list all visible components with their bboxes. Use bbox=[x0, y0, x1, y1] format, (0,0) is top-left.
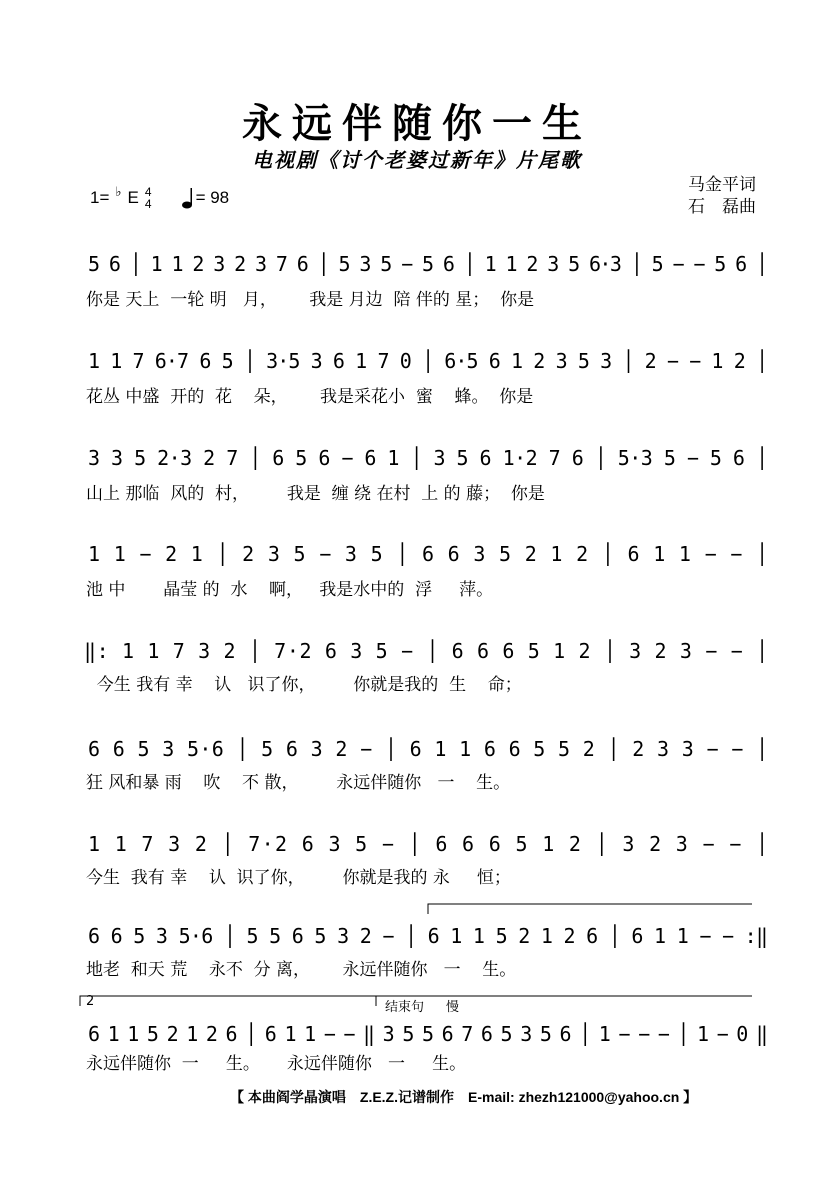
key-flat: ♭ bbox=[115, 184, 122, 199]
music-line-1 bbox=[0, 243, 834, 343]
notes-line-7 bbox=[0, 823, 834, 863]
song-subtitle: 电视剧《讨个老婆过新年》片尾歌 bbox=[252, 148, 582, 172]
notes-text: 6 6 5 3 5·6 │ 5 6 3 2 − │ 6 1 1 6 6 5 5 2 │ 2 3 3 − − │ bbox=[88, 737, 768, 761]
notes-text: ‖: 1 1 7 3 2 │ 7·2 6 3 5 − │ 6 6 6 5 1 2 │ 3 2 3 − − │ bbox=[84, 639, 768, 663]
notes-text: 3 3 5 2·3 2 7 │ 6 5 6 − 6 1 │ 3 5 6 1·2 7 6 │ 5·3 5 − 5 6 │ bbox=[88, 446, 768, 470]
notes-line-3 bbox=[0, 437, 834, 477]
composer-credit: 石 磊曲 bbox=[688, 197, 756, 217]
song-title: 永远伴随你一生 bbox=[242, 100, 592, 147]
lyric-line-4: 池 中 晶莹 的 水 啊， 我是水中的 浮 萍。 bbox=[86, 580, 494, 600]
notes-text: 1 1 − 2 1 │ 2 3 5 − 3 5 │ 6 6 3 5 2 1 2 │ 6 1 1 − − │ bbox=[88, 542, 768, 566]
credits bbox=[688, 174, 756, 218]
lyric-line-3: 山上 那临 风的 村， 我是 缠 绕 在村 上 的 藤； 你是 bbox=[86, 484, 545, 504]
notes-line-8 bbox=[0, 915, 834, 955]
lyric-line-8: 地老 和天 荒 永不 分 离， 永远伴随你 一 生。 bbox=[86, 960, 517, 980]
lyricist-credit: 马金平词 bbox=[688, 175, 756, 195]
notes-text: 1 1 7 6·7 6 5 │ 3·5 3 6 1 7 0 │ 6·5 6 1 2 3 5 3 │ 2 − − 1 2 │ bbox=[88, 349, 768, 373]
music-line-3 bbox=[0, 437, 834, 537]
notes-line-9 bbox=[0, 1013, 834, 1053]
key-signature bbox=[90, 186, 229, 210]
lyric-line-6: 狂 风和暴 雨 吹 不 散， 永远伴随你 一 生。 bbox=[86, 773, 511, 793]
time-top: 4 bbox=[144, 185, 152, 199]
key-note: E bbox=[127, 188, 139, 207]
time-bottom: 4 bbox=[144, 197, 152, 211]
lyric-line-9: 永远伴随你 一 生。 永远伴随你 一 生。 bbox=[86, 1054, 467, 1074]
notes-line-2 bbox=[0, 340, 834, 380]
key-prefix: 1= bbox=[90, 188, 110, 207]
lyric-line-7: 今生 我有 幸 认 识了你， 你就是我的 永 恒； bbox=[86, 868, 511, 888]
music-line-2 bbox=[0, 340, 834, 440]
notes-text: 6 1 1 5 2 1 2 6 │ 6 1 1 − − ‖ 3 5 5 6 7 6 5 3 5 6 │ 1 − − − │ 1 − 0 ‖ bbox=[88, 1022, 768, 1046]
tempo-marking bbox=[182, 187, 230, 209]
tempo-value: = 98 bbox=[195, 188, 230, 207]
music-line-6 bbox=[0, 728, 834, 828]
notes-text: 1 1 7 3 2 │ 7·2 6 3 5 − │ 6 6 6 5 1 2 │ 3 2 3 − − │ bbox=[88, 832, 768, 856]
footer-credit: 【 本曲阎学晶演唱 Z.E.Z.记谱制作 E-mail: zhezh121000@yahoo.cn 】 bbox=[230, 1089, 698, 1105]
notes-line-6 bbox=[0, 728, 834, 768]
time-signature bbox=[145, 186, 152, 210]
notes-text: 5 6 │ 1 1 2 3 2 3 7 6 │ 5 3 5 − 5 6 │ 1 1 2 3 5 6·3 │ 5 − − 5 6 │ bbox=[88, 252, 768, 276]
lyric-line-1: 你是 天上 一轮 明 月， 我是 月边 陪 伴的 星； 你是 bbox=[86, 290, 535, 310]
ending-label: 结束句 bbox=[385, 1000, 425, 1015]
music-line-4 bbox=[0, 533, 834, 633]
notes-line-1 bbox=[0, 243, 834, 283]
lyric-line-2: 花丛 中盛 开的 花 朵， 我是采花小 蜜 蜂。 你是 bbox=[86, 387, 534, 407]
quarter-note-icon bbox=[182, 187, 194, 209]
volta-2-label: 2 bbox=[86, 994, 95, 1009]
music-line-5 bbox=[0, 630, 834, 730]
lyric-line-5: 今生 我有 幸 认 识了你， 你就是我的 生 命； bbox=[86, 675, 522, 695]
notes-text: 6 6 5 3 5·6 │ 5 5 6 5 3 2 − │ 6 1 1 5 2 1 2 6 │ 6 1 1 − − :‖ bbox=[88, 924, 768, 948]
tempo-slow-label: 慢 bbox=[446, 1000, 460, 1015]
notes-line-4 bbox=[0, 533, 834, 573]
notes-line-5 bbox=[0, 630, 834, 670]
